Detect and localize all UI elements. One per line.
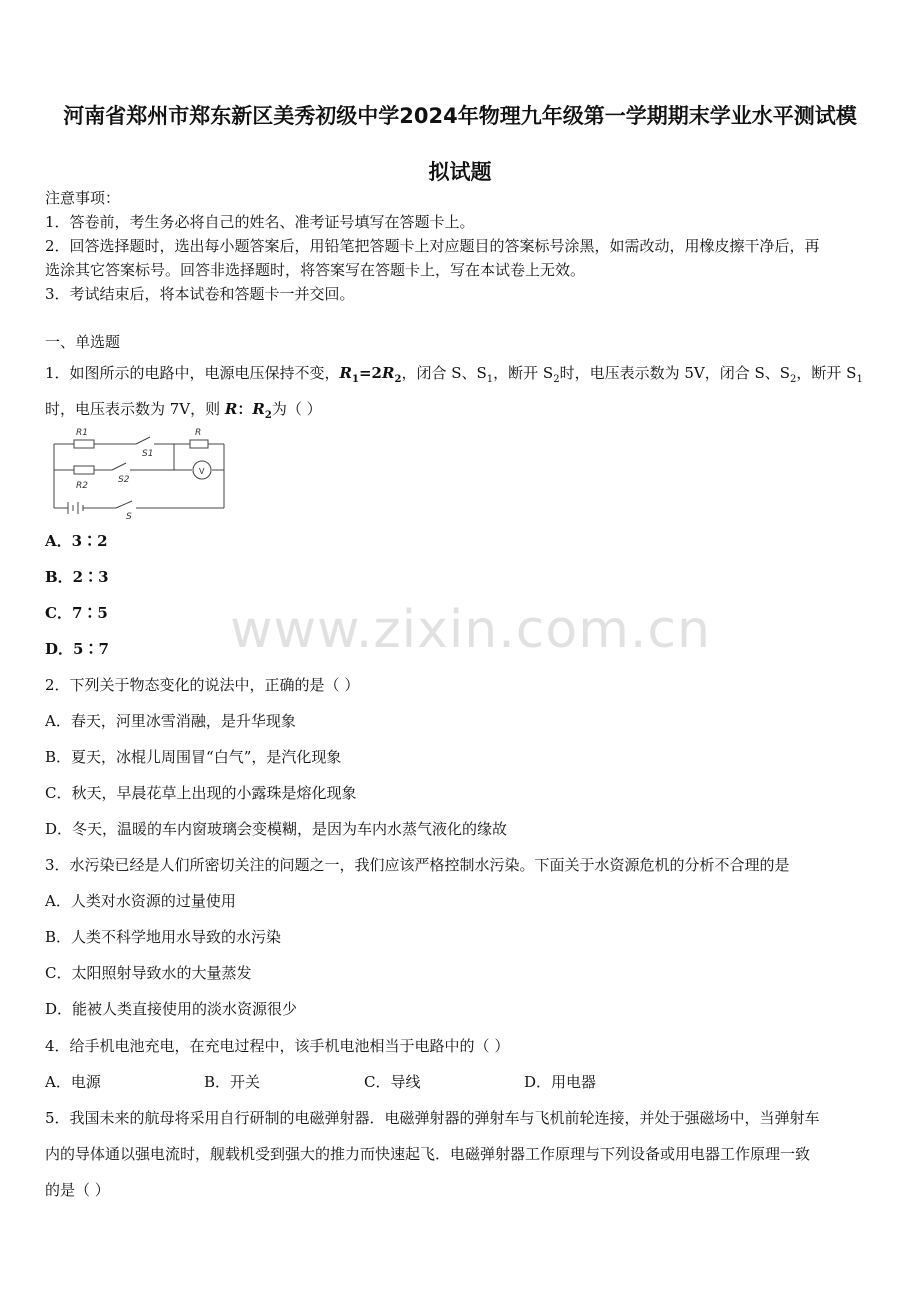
q3-stem: 3．水污染已经是人们所密切关注的问题之一，我们应该严格控制水污染。下面关于水资源危机的分析不合理的是 — [45, 856, 790, 874]
circuit-label-s2: S2 — [118, 475, 130, 485]
circuit-label-r: R — [195, 428, 202, 438]
notice-item-1: 1．答卷前，考生务必将自己的姓名、准考证号填写在答题卡上。 — [45, 213, 475, 231]
title-line-2: 拟试题 — [428, 160, 492, 184]
watermark: www.zixin.com.cn — [230, 600, 711, 660]
q4-option-c[interactable]: C．导线 — [364, 1073, 421, 1091]
notice-heading: 注意事项： — [45, 189, 121, 207]
q2-stem: 2．下列关于物态变化的说法中，正确的是（ ） — [45, 676, 360, 694]
q2-option-b[interactable]: B．夏天，冰棍儿周围冒“白气”，是汽化现象 — [45, 748, 342, 766]
q5-stem-line-2: 内的导体通以强电流时，舰载机受到强大的推力而快速起飞．电磁弹射器工作原理与下列设备或用电器工作原理一致 — [45, 1145, 811, 1163]
q2-option-c[interactable]: C．秋天，早晨花草上出现的小露珠是熔化现象 — [45, 784, 357, 802]
q2-option-a[interactable]: A．春天，河里冰雪消融，是升华现象 — [45, 712, 296, 730]
circuit-label-r1: R1 — [76, 428, 88, 438]
q1-option-a[interactable]: A．3∶2 — [45, 532, 108, 550]
circuit-label-s1: S1 — [142, 449, 154, 459]
q1-circuit-diagram — [50, 424, 230, 520]
section-heading: 一、单选题 — [45, 333, 121, 351]
q1-stem-line-1: 1．如图所示的电路中，电源电压保持不变，$R_1=2R_2$，闭合 S、$S_1$，断开 $S_2$时，电压表示数为 5V，闭合 S、$S_2$，断开 $S_1$ — [45, 364, 863, 385]
q4-option-d[interactable]: D．用电器 — [524, 1073, 597, 1091]
q3-option-d[interactable]: D．能被人类直接使用的淡水资源很少 — [45, 1000, 298, 1018]
circuit-label-r2: R2 — [76, 481, 88, 491]
q1-option-c[interactable]: C．7∶5 — [45, 604, 108, 622]
notice-item-2-cont: 选涂其它答案标号。回答非选择题时，将答案写在答题卡上，写在本试卷上无效。 — [45, 261, 586, 279]
q4-stem: 4．给手机电池充电，在充电过程中，该手机电池相当于电路中的（ ） — [45, 1037, 510, 1055]
q2-option-d[interactable]: D．冬天，温暖的车内窗玻璃会变模糊，是因为车内水蒸气液化的缘故 — [45, 820, 508, 838]
q1-option-b[interactable]: B．2∶3 — [45, 568, 109, 586]
circuit-label-s: S — [126, 512, 132, 520]
q3-option-b[interactable]: B．人类不科学地用水导致的水污染 — [45, 928, 282, 946]
notice-item-2: 2．回答选择题时，选出每小题答案后，用铅笔把答题卡上对应题目的答案标号涂黑，如需改动，用橡皮擦干净后，再 — [45, 237, 820, 255]
title-line-1: 河南省郑州市郑东新区美秀初级中学2024年物理九年级第一学期期末学业水平测试模 — [63, 104, 857, 128]
notice-item-3: 3．考试结束后，将本试卷和答题卡一并交回。 — [45, 285, 355, 303]
q4-option-b[interactable]: B．开关 — [204, 1073, 261, 1091]
circuit-label-v: V — [199, 467, 205, 476]
q1-stem-line-2: 时，电压表示数为 7V，则 R：$R_2$为（ ） — [45, 400, 322, 421]
q4-option-a[interactable]: A．电源 — [45, 1073, 101, 1091]
q3-option-a[interactable]: A．人类对水资源的过量使用 — [45, 892, 236, 910]
q3-option-c[interactable]: C．太阳照射导致水的大量蒸发 — [45, 964, 252, 982]
q5-stem-line-1: 5．我国未来的航母将采用自行研制的电磁弹射器．电磁弹射器的弹射车与飞机前轮连接，并处于强磁场中，当弹射车 — [45, 1109, 820, 1127]
q5-stem-line-3: 的是（ ） — [45, 1181, 110, 1199]
q1-option-d[interactable]: D．5∶7 — [45, 640, 109, 658]
exam-title — [40, 88, 880, 200]
